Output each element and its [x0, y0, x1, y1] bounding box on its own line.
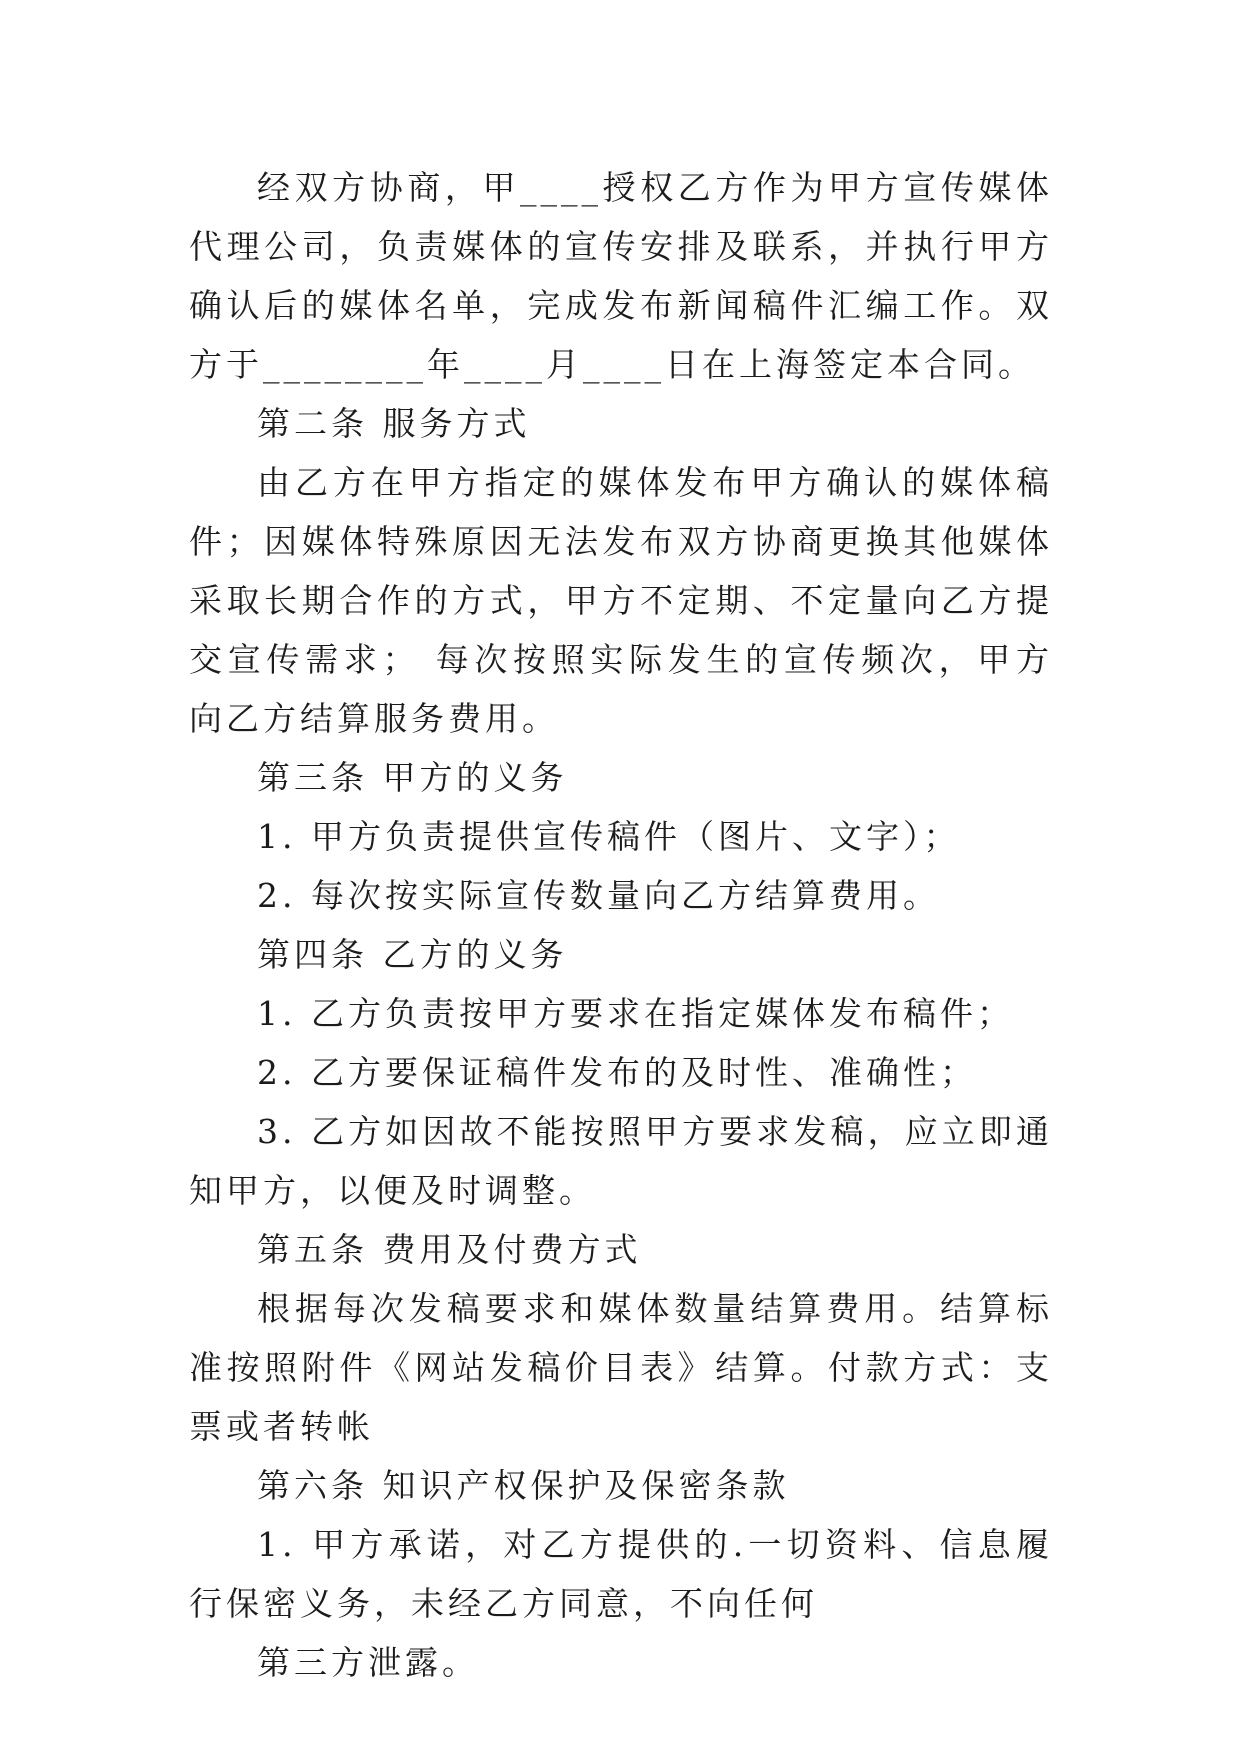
paragraph-fees: 根据每次发稿要求和媒体数量结算费用。结算标准按照附件《网站发稿价目表》结算。付款方式：支票或者转帐: [189, 1289, 1053, 1446]
list-item-confidentiality-1: 1. 甲方承诺，对乙方提供的.一切资料、信息履行保密义务，未经乙方同意，不向任何: [189, 1525, 1053, 1623]
heading-article-3: 第三条 甲方的义务: [257, 758, 568, 797]
heading-article-5: 第五条 费用及付费方式: [257, 1230, 642, 1269]
list-item-party-b-2: 2. 乙方要保证稿件发布的及时性、准确性；: [257, 1053, 977, 1092]
heading-article-2: 第二条 服务方式: [257, 404, 531, 443]
heading-article-4: 第四条 乙方的义务: [257, 935, 568, 974]
list-item-party-a-2: 2. 每次按实际宣传数量向乙方结算费用。: [257, 876, 940, 915]
paragraph-authorization: 经双方协商，甲____授权乙方作为甲方宣传媒体代理公司，负责媒体的宣传安排及联系，并执行甲方确认后的媒体名单，完成发布新闻稿件汇编工作。双方于________年____月____日在上海签定本合同。: [189, 168, 1053, 384]
list-item-party-a-1: 1. 甲方负责提供宣传稿件（图片、文字）；: [257, 817, 961, 856]
paragraph-service-method: 由乙方在甲方指定的媒体发布甲方确认的媒体稿件；因媒体特殊原因无法发布双方协商更换其他媒体 采取长期合作的方式，甲方不定期、不定量向乙方提交宣传需求； 每次按照实际发生的宣传频次，甲方向乙方结算服务费用。: [189, 463, 1068, 738]
contract-page: [189, 158, 1068, 1692]
list-item-party-b-1: 1. 乙方负责按甲方要求在指定媒体发布稿件；: [257, 994, 1014, 1033]
heading-article-6: 第六条 知识产权保护及保密条款: [257, 1466, 790, 1505]
paragraph-third-party: 第三方泄露。: [257, 1643, 479, 1682]
list-item-party-b-3: 3. 乙方如因故不能按照甲方要求发稿，应立即通知甲方，以便及时调整。: [189, 1112, 1053, 1210]
